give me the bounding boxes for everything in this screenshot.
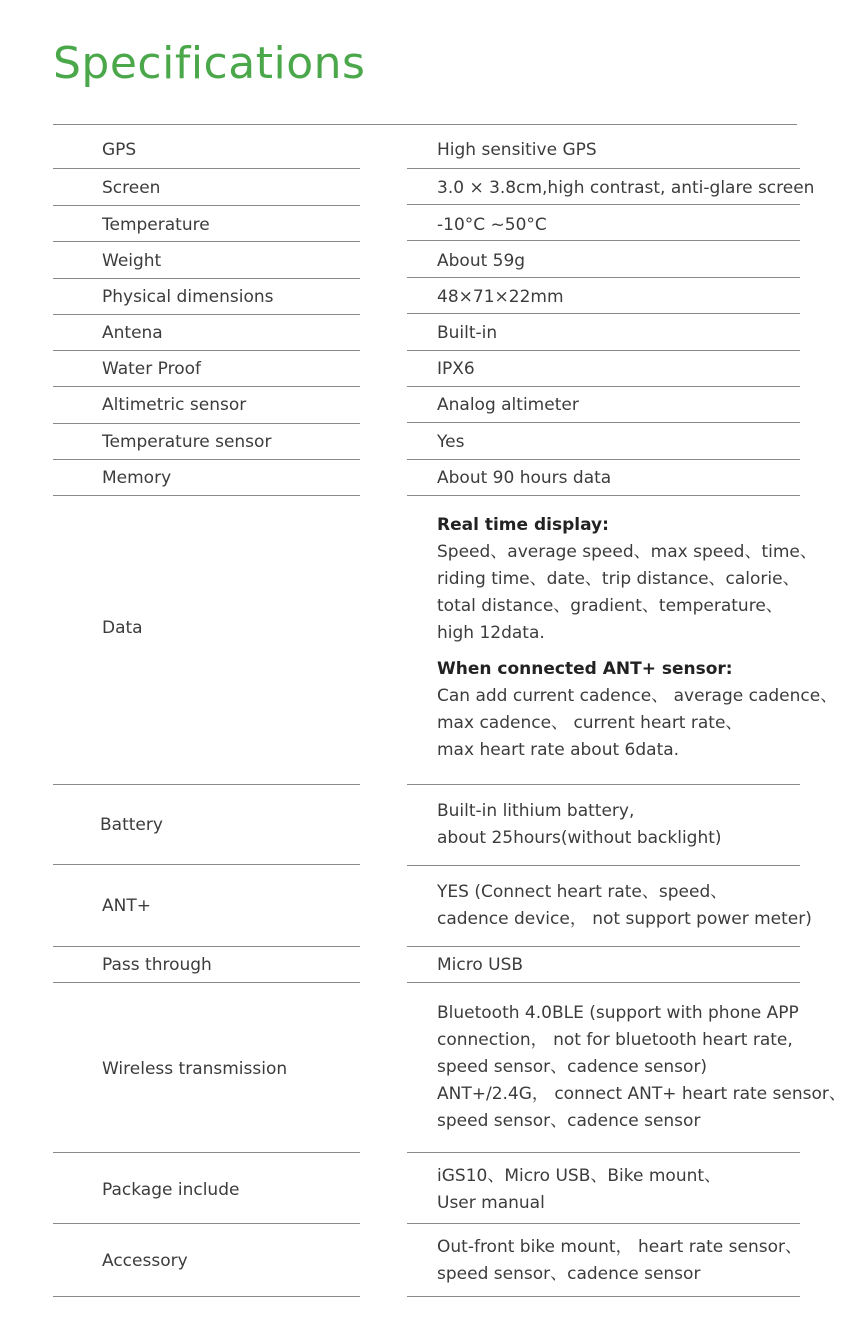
spec-value: [437, 879, 812, 933]
spec-value-line: Built-in: [437, 323, 498, 343]
row-divider-right: [407, 313, 800, 314]
spec-value: [437, 465, 611, 492]
spec-value: [437, 798, 722, 852]
row-divider-right: [407, 459, 800, 460]
spec-label: ANT+: [102, 896, 151, 916]
row-divider-left: [53, 459, 360, 460]
spec-value-line: speed sensor、cadence sensor: [437, 1264, 701, 1284]
spec-value-line: Can add current cadence、 average cadence、: [437, 686, 838, 706]
spec-value-line: 48×71×22mm: [437, 287, 564, 307]
spec-value-line: IPX6: [437, 359, 475, 379]
spec-value-line: Analog altimeter: [437, 395, 579, 415]
spec-value: [437, 356, 475, 383]
spec-value-line: Yes: [437, 432, 465, 452]
row-divider-right: [407, 495, 800, 496]
spec-value-heading: Real time display:: [437, 515, 609, 535]
row-divider-right: [407, 1152, 800, 1153]
spec-value: [437, 248, 525, 275]
row-divider-right: [407, 1223, 800, 1224]
spec-label: Weight: [102, 251, 162, 271]
spec-value-line: Out-front bike mount， heart rate sensor、: [437, 1237, 802, 1257]
row-divider-left: [53, 1152, 360, 1153]
row-divider-left: [53, 168, 360, 169]
spec-value: [437, 1000, 846, 1135]
row-divider-right: [407, 422, 800, 423]
spec-label: Temperature: [102, 215, 210, 235]
row-divider-left: [53, 314, 360, 315]
spec-label: Screen: [102, 178, 161, 198]
spec-value-line: iGS10、Micro USB、Bike mount、: [437, 1166, 722, 1186]
row-divider-right: [407, 1296, 800, 1297]
row-divider-left: [53, 386, 360, 387]
spec-value-line: Micro USB: [437, 955, 524, 975]
spec-value-line: ANT+/2.4G， connect ANT+ heart rate sensor、: [437, 1084, 846, 1104]
row-divider-right: [407, 386, 800, 387]
spec-value-line: About 90 hours data: [437, 468, 612, 488]
spec-value-line: Bluetooth 4.0BLE (support with phone APP: [437, 1003, 799, 1023]
row-divider-right: [407, 204, 800, 205]
row-divider-left: [53, 864, 360, 865]
row-divider-right: [407, 168, 800, 169]
row-divider-left: [53, 423, 360, 424]
spec-value-line: Built-in lithium battery,: [437, 801, 635, 821]
spec-value-line: max cadence、 current heart rate、: [437, 713, 743, 733]
spec-value: [437, 137, 597, 164]
spec-value: [437, 429, 464, 456]
spec-label: Package include: [102, 1180, 240, 1200]
spec-value-line: connection， not for bluetooth heart rate,: [437, 1030, 793, 1050]
spec-value-line: -10°C ~50°C: [437, 215, 547, 235]
spec-label: Temperature sensor: [102, 432, 272, 452]
spec-label: Antena: [102, 323, 163, 343]
table-top-divider: [53, 124, 797, 125]
spec-value-line: speed sensor、cadence sensor: [437, 1111, 701, 1131]
spec-label: Wireless transmission: [102, 1059, 288, 1079]
row-divider-left: [53, 1296, 360, 1297]
spec-label: Battery: [100, 815, 163, 835]
row-divider-left: [53, 946, 360, 947]
spec-label: Altimetric sensor: [102, 395, 247, 415]
spec-value: [437, 1234, 802, 1288]
spec-value: [437, 392, 579, 419]
row-divider-left: [53, 350, 360, 351]
spec-label: Data: [102, 618, 143, 638]
spec-value-line: high 12data.: [437, 623, 545, 643]
spec-value-line: riding time、date、trip distance、calorie、: [437, 569, 800, 589]
row-divider-left: [53, 1223, 360, 1224]
spec-label: GPS: [102, 140, 137, 160]
spec-value: [437, 1163, 721, 1217]
spec-value: [437, 212, 547, 239]
spec-value-line: 3.0 × 3.8cm,high contrast, anti-glare screen: [437, 178, 815, 198]
spec-value-line: About 59g: [437, 251, 526, 271]
row-divider-right: [407, 277, 800, 278]
spec-label: Pass through: [102, 955, 212, 975]
row-divider-right: [407, 865, 800, 866]
spec-value-line: High sensitive GPS: [437, 140, 597, 160]
spec-value-heading: When connected ANT+ sensor:: [437, 659, 733, 679]
spec-value-line: YES (Connect heart rate、speed、: [437, 882, 728, 902]
row-divider-right: [407, 784, 800, 785]
spec-value-line: User manual: [437, 1193, 545, 1213]
row-divider-right: [407, 982, 800, 983]
spec-label: Physical dimensions: [102, 287, 274, 307]
spec-value-line: Speed、average speed、max speed、time、: [437, 542, 817, 562]
row-divider-left: [53, 205, 360, 206]
spec-value-line: max heart rate about 6data.: [437, 740, 680, 760]
spec-value: [437, 952, 523, 979]
spec-value-line: about 25hours(without backlight): [437, 828, 722, 848]
spec-value-line: speed sensor、cadence sensor): [437, 1057, 708, 1077]
page-title: Specifications: [53, 38, 366, 89]
row-divider-right: [407, 350, 800, 351]
spec-label: Water Proof: [102, 359, 202, 379]
row-divider-right: [407, 240, 800, 241]
spec-value-secondary: [437, 656, 837, 764]
row-divider-left: [53, 982, 360, 983]
spec-label: Accessory: [102, 1251, 188, 1271]
spec-value-line: cadence device， not support power meter): [437, 909, 812, 929]
row-divider-left: [53, 278, 360, 279]
spec-value: [437, 512, 817, 647]
spec-label: Memory: [102, 468, 172, 488]
row-divider-right: [407, 946, 800, 947]
spec-value: [437, 320, 497, 347]
row-divider-left: [53, 241, 360, 242]
spec-value: [437, 175, 814, 202]
spec-value-line: total distance、gradient、temperature、: [437, 596, 783, 616]
spec-value: [437, 284, 564, 311]
row-divider-left: [53, 784, 360, 785]
row-divider-left: [53, 495, 360, 496]
